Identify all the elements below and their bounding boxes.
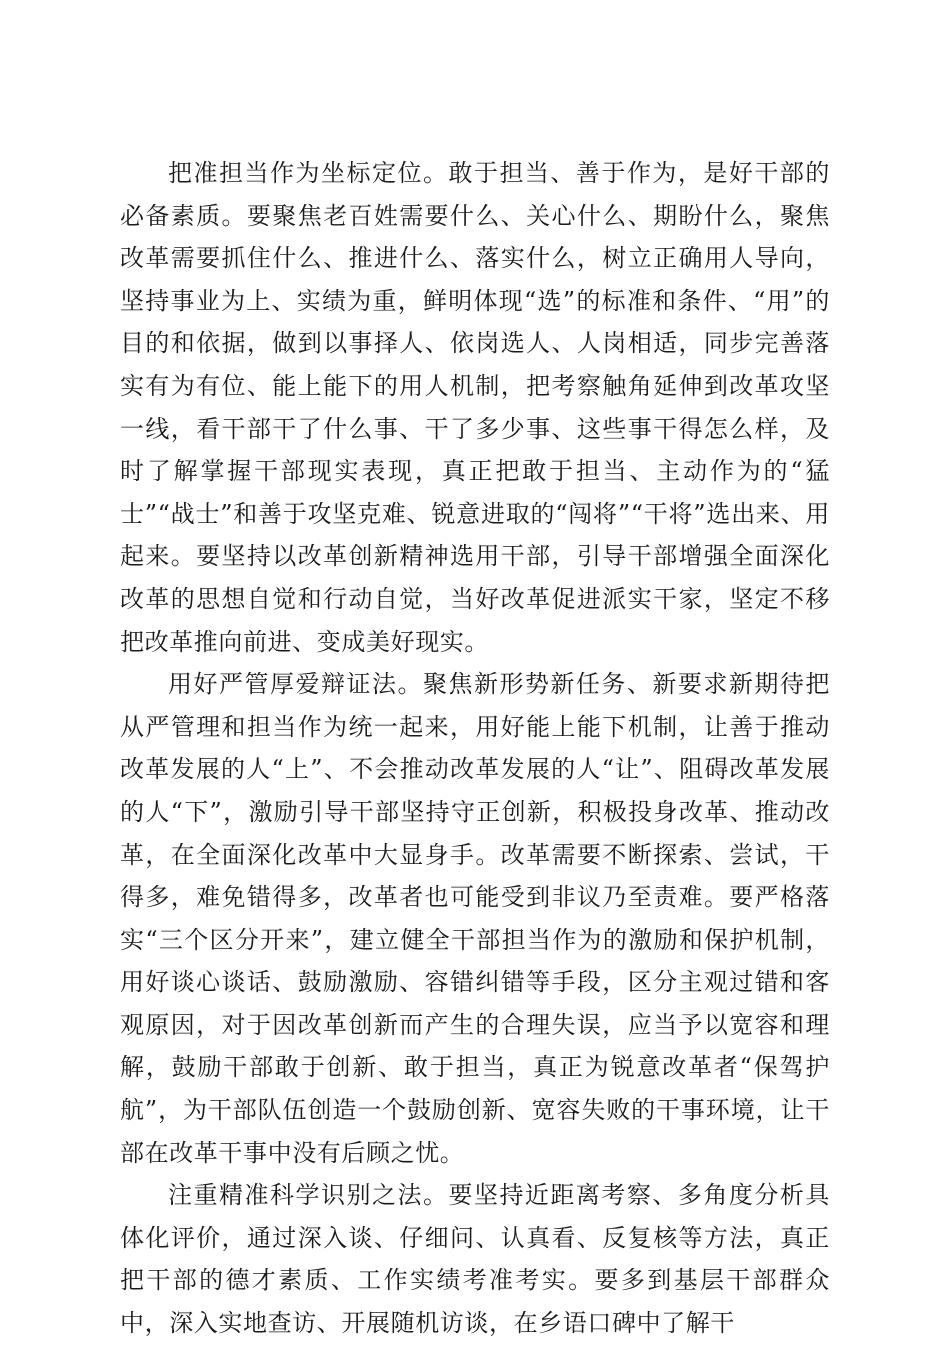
document-body xyxy=(120,152,830,1345)
paragraph-strict-management: 用好严管厚爱辩证法。聚焦新形势新任务、新要求新期待把从严管理和担当作为统一起来，用好能上能下机制，让善于推动改革发展的人“上”、不会推动改革发展的人“让”、阻碍改革发展的人“下”，激励引导干部坚持守正创新，积极投身改革、推动改革，在全面深化改革中大显身手。改革需要不断探索、尝试，干得多，难免错得多，改革者也可能受到非议乃至责难。要严格落实“三个区分开来”，建立健全干部担当作为的激励和保护机制，用好谈心谈话、鼓励激励、容错纠错等手段，区分主观过错和客观原因，对于因改革创新而产生的合理失误，应当予以宽容和理解，鼓励干部敢于创新、敢于担当，真正为锐意改革者“保驾护航”，为干部队伍创造一个鼓励创新、宽容失败的干事环境，让干部在改革干事中没有后顾之忧。 xyxy=(120,670,830,1167)
paragraph-precise-identification: 注重精准科学识别之法。要坚持近距离考察、多角度分析具体化评价，通过深入谈、仔细问、认真看、反复核等方法，真正把干部的德才素质、工作实绩考准考实。要多到基层干部群众中，深入实地查访、开展随机访谈，在乡语口碑中了解干 xyxy=(120,1181,830,1338)
paragraph-responsibility: 把准担当作为坐标定位。敢于担当、善于作为，是好干部的必备素质。要聚焦老百姓需要什么、关心什么、期盼什么，聚焦改革需要抓住什么、推进什么、落实什么，树立正确用人导向，坚持事业为上、实绩为重，鲜明体现“选”的标准和条件、“用”的目的和依据，做到以事择人、依岗选人、人岗相适，同步完善落实有为有位、能上能下的用人机制，把考察触角延伸到改革攻坚一线，看干部干了什么事、干了多少事、这些事干得怎么样，及时了解掌握干部现实表现，真正把敢于担当、主动作为的“猛士”“战士”和善于攻坚克难、锐意进取的“闯将”“干将”选出来、用起来。要坚持以改革创新精神选用干部，引导干部增强全面深化改革的思想自觉和行动自觉，当好改革促进派实干家，坚定不移把改革推向前进、变成美好现实。 xyxy=(120,159,830,656)
